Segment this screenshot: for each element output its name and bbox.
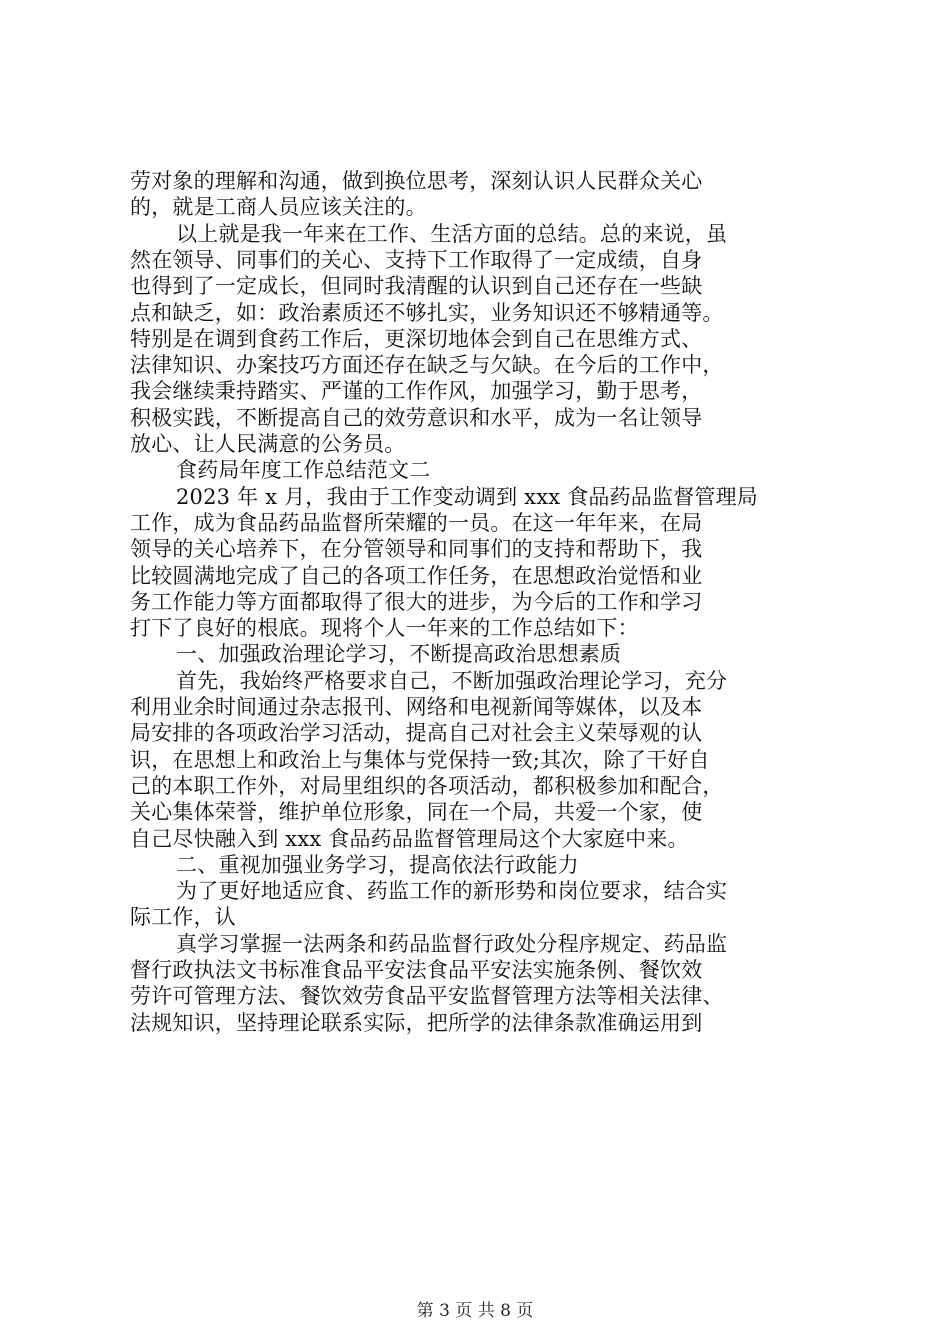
text-line: 务工作能力等方面都取得了很大的进步，为今后的工作和学习 [130, 589, 703, 614]
text-line: 我会继续秉持踏实、严谨的工作作风，加强学习，勤于思考， [130, 379, 703, 404]
text-line: 打下了良好的根底。现将个人一年来的工作总结如下： [130, 616, 639, 641]
text-line: 2023 年 x 月，我由于工作变动调到 xxx 食品药品监督管理局 [176, 484, 758, 509]
text-line: 特别是在调到食药工作后，更深切地体会到自己在思维方式、 [130, 326, 703, 351]
text-line: 以上就是我一年来在工作、生活方面的总结。总的来说，虽 [176, 221, 728, 246]
text-line: 关心集体荣誉，维护单位形象，同在一个局，共爱一个家，使 [130, 800, 703, 825]
text-line: 识，在思想上和政治上与集体与党保持一致;其次，除了干好自 [130, 747, 710, 772]
text-line: 法律知识、办案技巧方面还存在缺乏与欠缺。在今后的工作中， [130, 353, 724, 378]
text-line: 督行政执法文书标准食品平安法食品平安法实施条例、餐饮效 [130, 958, 703, 982]
text-line: 自己尽快融入到 xxx 食品药品监督管理局这个大家庭中来。 [130, 826, 689, 851]
text-line: 放心、让人民满意的公务员。 [130, 432, 406, 456]
text-line: 领导的关心培养下，在分管领导和同事们的支持和帮助下，我 [130, 537, 703, 562]
text-line: 比较圆满地完成了自己的各项工作任务，在思想政治觉悟和业 [130, 563, 703, 588]
text-line: 利用业余时间通过杂志报刊、网络和电视新闻等媒体，以及本 [130, 695, 703, 719]
text-line: 际工作，认 [130, 905, 236, 930]
text-line: 法规知识，坚持理论联系实际，把所学的法律条款准确运用到 [130, 1010, 703, 1035]
text-line: 为了更好地适应食、药监工作的新形势和岗位要求，结合实 [176, 879, 728, 904]
section-heading: 二、重视加强业务学习，提高依法行政能力 [176, 852, 579, 877]
text-line: 局安排的各项政治学习活动，提高自己对社会主义荣辱观的认 [130, 721, 703, 746]
text-line: 也得到了一定成长，但同时我清醒的认识到自己还存在一些缺 [130, 274, 703, 299]
section-heading: 一、加强政治理论学习，不断提高政治思想素质 [176, 642, 622, 667]
section-title: 食药局年度工作总结范文二 [176, 458, 431, 483]
text-line: 工作，成为食品药品监督所荣耀的一员。在这一年年来，在局 [130, 510, 703, 535]
text-line: 积极实践，不断提高自己的效劳意识和水平，成为一名让领导 [130, 405, 703, 430]
page-number: 第 3 页 共 8 页 [416, 1301, 534, 1321]
text-line: 的，就是工商人员应该关注的。 [130, 195, 427, 220]
text-line: 首先，我始终严格要求自己，不断加强政治理论学习，充分 [176, 668, 728, 693]
text-line: 点和缺乏，如：政治素质还不够扎实，业务知识还不够精通等。 [130, 300, 724, 325]
text-line: 真学习掌握一法两条和药品监督行政处分程序规定、药品监 [176, 931, 728, 956]
text-line: 劳对象的理解和沟通，做到换位思考，深刻认识人民群众关心 [130, 169, 703, 193]
text-line: 然在领导、同事们的关心、支持下工作取得了一定成绩，自身 [130, 247, 703, 272]
text-line: 己的本职工作外，对局里组织的各项活动，都积极参加和配合， [130, 773, 724, 798]
text-line: 劳许可管理方法、餐饮效劳食品平安监督管理方法等相关法律、 [130, 984, 724, 1009]
